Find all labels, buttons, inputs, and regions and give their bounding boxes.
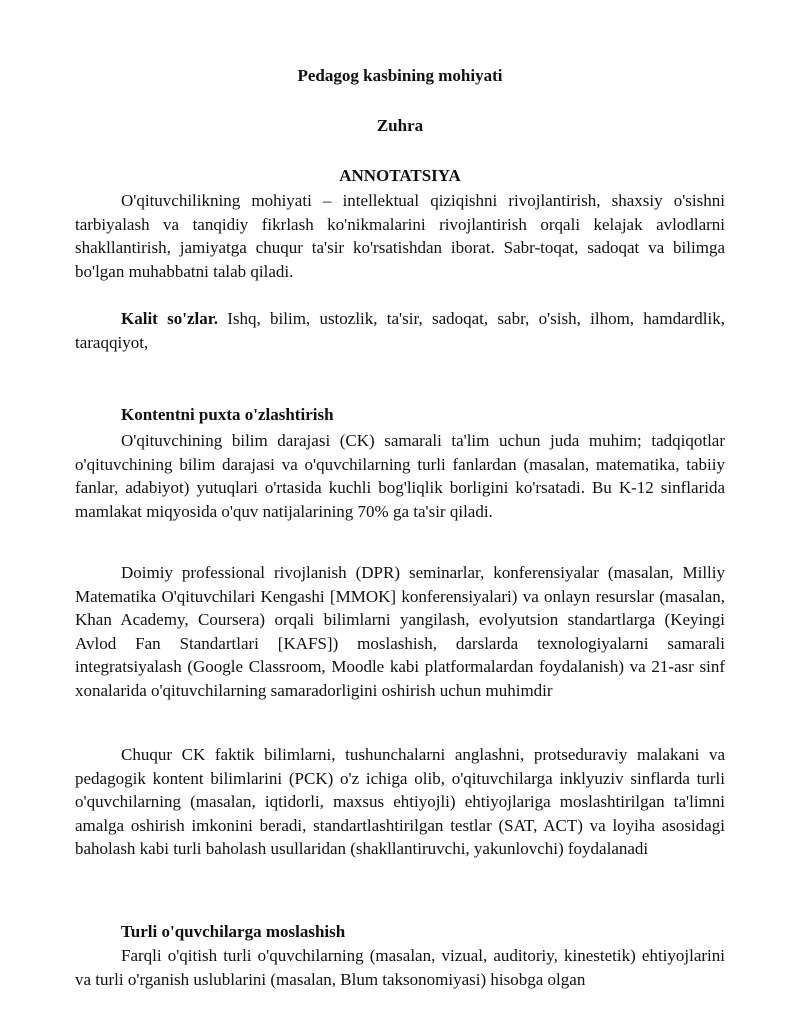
section-heading-diverse-learners: Turli o'quvchilarga moslashish (121, 922, 346, 941)
keywords-paragraph (75, 307, 725, 354)
section2-paragraph-1: Farqli o'qitish turli o'quvchilarning (masalan, vizual, auditoriy, kinestetik) ehtiyojlarini va turli o'rganish uslublarini (masalan, Blum taksonomiyasi) hisobga olgan (75, 946, 725, 989)
section1-paragraph2-block (75, 561, 725, 702)
document-title: Pedagog kasbining mohiyati (297, 66, 503, 85)
section1-paragraph-2: Doimiy professional rivojlanish (DPR) seminarlar, konferensiyalar (masalan, Milliy Matematika O'qituvchilari Kengashi [MMOK] konferensiyalari) va onlayn resurslar (masalan, Khan Academy, Coursera) orqali bilimlarni yangilash, evolyutsion standartlarga (Keyingi Avlod Fan Standartlari [KAFS]) moslashish, darslarda texnologiyalarni samarali integratsiyalash (Google Classroom, Moodle kabi platformalardan foydalanish) va 21-asr sinf xonalarida o'qituvchilarning samaradorligini oshirish uchun muhimdir (75, 563, 725, 700)
author-name: Zuhra (376, 116, 424, 135)
section1-paragraph3-block (75, 743, 725, 861)
section1-paragraph1-block (75, 429, 725, 523)
keywords-block (75, 307, 725, 354)
section1-paragraph-3: Chuqur CK faktik bilimlarni, tushunchalarni anglashni, protseduraviy malakani va pedagogik kontent bilimlarini (PCK) o'z ichiga olib, o'qituvchilarga inklyuziv sinflarda turli o'quvchilarning (masalan, iqtidorli, maxsus ehtiyojli) ehtiyojlariga moslashtirilgan ta'limni amalga oshirish imkonini beradi, standartlashtirilgan testlar (SAT, ACT) va loyiha asosidagi baholash kabi turli baholash usullaridan (shakllantiruvchi, yakunlovchi) foydalanadi (75, 745, 725, 858)
keywords-label: Kalit so'zlar. (121, 309, 218, 328)
annotation-block (75, 189, 725, 283)
keywords-text: Ishq, bilim, ustozlik, ta'sir, sadoqat, sabr, o'sish, ilhom, hamdardlik, taraqqiyot, (75, 309, 725, 352)
section2-paragraph1-block (75, 944, 725, 991)
annotation-paragraph: O'qituvchilikning mohiyati – intellektual qiziqishni rivojlantirish, shaxsiy o'sishni tarbiyalash va tanqidiy fikrlash ko'nikmalarini rivojlantirish orqali kelajak avlodlarni shakllantirish, jamiyatga chuqur ta'sir ko'rsatishdan iborat. Sabr-toqat, sadoqat va bilimga bo'lgan muhabbatni talab qiladi. (75, 191, 725, 281)
annotation-heading: ANNOTATSIYA (339, 166, 461, 185)
section-heading-content-mastery: Kontentni puxta o'zlashtirish (121, 405, 334, 424)
section1-paragraph-1: O'qituvchining bilim darajasi (CK) samarali ta'lim uchun juda muhim; tadqiqotlar o'qituvchining bilim darajasi va o'quvchilarning turli fanlardan (masalan, matematika, tabiiy fanlar, adabiyot) yutuqlari o'rtasida kuchli bog'liqlik borligini ko'rsatadi. Bu K-12 sinflarida mamlakat miqyosida o'quv natijalarining 70% ga ta'sir qiladi. (75, 431, 725, 521)
